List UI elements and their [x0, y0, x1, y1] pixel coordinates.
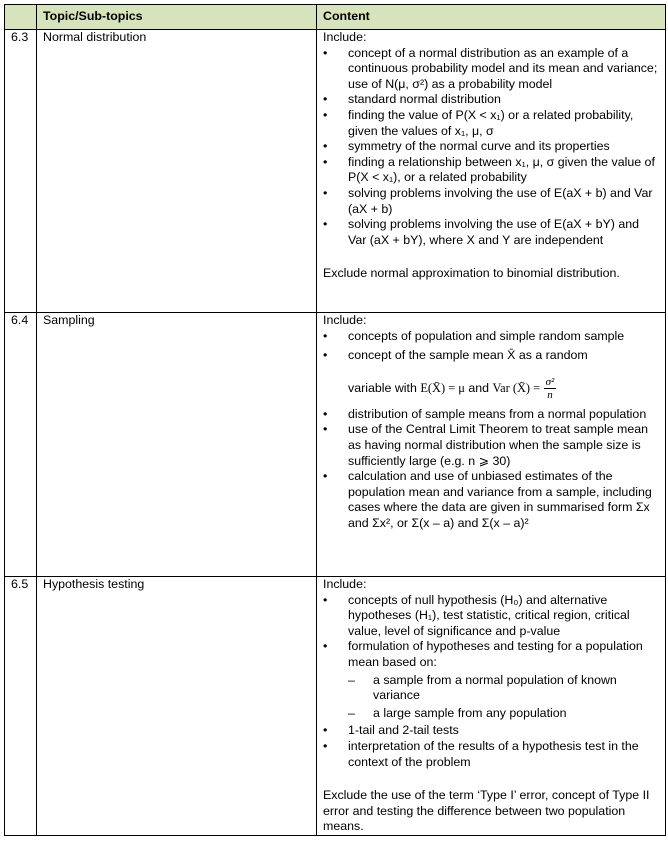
row-topic: Hypothesis testing [37, 577, 317, 836]
list-item: • calculation and use of unbiased estimates of the population mean and variance from a sample, including cases where the data are given in summarised form Σx and Σx², or Σ(x – a) and Σ(x – a)² [323, 469, 652, 530]
bullet-icon: • [323, 639, 328, 654]
row-number: 6.3 [5, 30, 37, 313]
bullet-icon: • [323, 723, 328, 738]
list-item: • distribution of sample means from a normal population [323, 406, 647, 421]
variance-expression: Var (X̄) = [492, 380, 541, 395]
table-row [5, 577, 666, 836]
variance-fraction: $\frac{\text{σ²}}{n}$ [545, 375, 555, 401]
row-content [317, 30, 666, 313]
bullet-icon: • [323, 328, 328, 343]
expectation-expression: E(X̄) = μ [420, 380, 465, 395]
header-topic: Topic/Sub-topics [37, 5, 317, 30]
list-item: • concept of the sample mean X̄ as a random variable with E(X̄) = μ and Var (X̄) = $\frac{\text{σ²}}{n}$ [323, 348, 659, 401]
bullet-icon: • [323, 92, 328, 107]
bullet-icon: • [323, 107, 328, 122]
include-label: Include: [323, 313, 367, 327]
list-item: • 1-tail and 2-tail tests [323, 723, 459, 738]
bullet-list [323, 329, 659, 532]
exclude-note: Exclude the use of the term ‘Type I’ error, concept of Type II error and testing the difference between two population means. [323, 788, 650, 834]
header-row [5, 5, 666, 30]
include-label: Include: [323, 30, 367, 44]
list-item: • symmetry of the normal curve and its properties [323, 139, 610, 154]
bullet-icon: • [323, 45, 328, 60]
list-item: • interpretation of the results of a hypothesis test in the context of the problem [323, 738, 639, 769]
row-content [317, 313, 666, 577]
list-item: • solving problems involving the use of E(aX + b) and Var (aX + b) [323, 185, 653, 216]
list-item: • formulation of hypotheses and testing for a population mean based on: – a sample from a normal population of known variance – a large sample from any population [323, 639, 659, 721]
table-row [5, 313, 666, 577]
bullet-icon: • [323, 154, 328, 169]
header-number-cell [5, 5, 37, 30]
variable-formula: variable with E(X̄) = μ and Var (X̄) = $\frac{\text{σ²}}{n}$ [348, 375, 555, 401]
bullet-list [323, 46, 659, 249]
bullet-icon: • [323, 348, 328, 363]
list-item: • standard normal distribution [323, 92, 501, 107]
header-content: Content [317, 5, 666, 30]
dash-list [348, 673, 659, 722]
bullet-icon: • [323, 217, 328, 232]
bullet-list [323, 593, 659, 771]
list-item: • concept of a normal distribution as an example of a continuous probability model and its mean and variance; use of N(μ, σ²) as a probability model [323, 45, 658, 91]
bullet-icon: • [323, 422, 328, 437]
list-item: • concepts of population and simple random sample [323, 328, 625, 343]
row-number: 6.5 [5, 577, 37, 836]
bullet-icon: • [323, 185, 328, 200]
row-number: 6.4 [5, 313, 37, 577]
list-item: • concepts of null hypothesis (H₀) and alternative hypotheses (H₁), test statistic, critical region, critical value, level of significance and p-value [323, 592, 630, 638]
dash-icon: – [348, 705, 355, 720]
include-label: Include: [323, 577, 367, 591]
list-item: • solving problems involving the use of E(aX + bY) and Var (aX + bY), where X and Y are independent [323, 217, 639, 247]
list-item: • use of the Central Limit Theorem to treat sample mean as having normal distribution when the sample size is sufficiently large (e.g. n ⩾ 30) [323, 422, 649, 468]
dash-icon: – [348, 672, 355, 687]
row-topic: Normal distribution [37, 30, 317, 313]
sub-list-item: – a large sample from any population [348, 705, 567, 720]
row-content [317, 577, 666, 836]
bullet-icon: • [323, 139, 328, 154]
sub-list-item: – a sample from a normal population of known variance [348, 672, 617, 703]
bullet-icon: • [323, 406, 328, 421]
syllabus-table [4, 4, 666, 836]
bullet-icon: • [323, 469, 328, 484]
bullet-icon: • [323, 738, 328, 753]
row-topic: Sampling [37, 313, 317, 577]
list-item: • finding the value of P(X < x₁) or a related probability, given the values of x₁, μ, σ [323, 107, 634, 138]
bullet-icon: • [323, 592, 328, 607]
table-row [5, 30, 666, 313]
list-item: • finding a relationship between x₁, μ, σ given the value of P(X < x₁), or a related probability [323, 154, 655, 185]
exclude-note: Exclude normal approximation to binomial distribution. [323, 266, 620, 281]
